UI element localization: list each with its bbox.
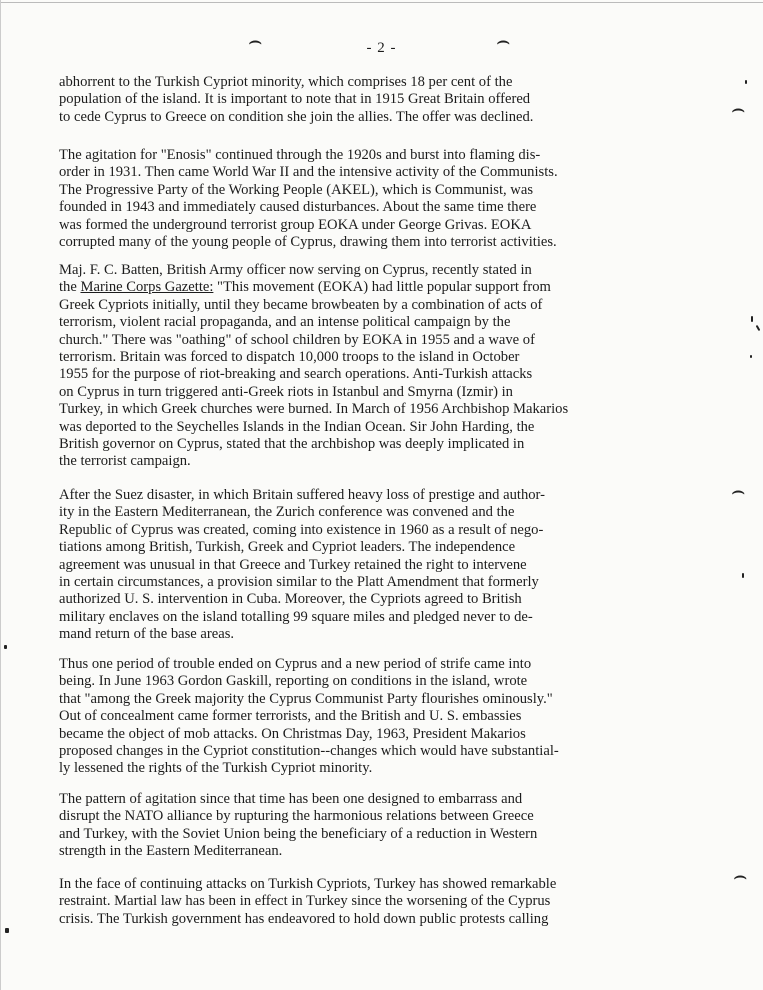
scan-speck — [742, 573, 744, 578]
scan-speck — [4, 645, 7, 649]
text-line: in certain circumstances, a provision similar to the Platt Amendment that formerly — [59, 573, 539, 590]
paragraph-4 — [59, 487, 719, 644]
scan-top-edge — [0, 2, 763, 3]
text-line: Maj. F. C. Batten, British Army officer now serving on Cyprus, recently stated in — [59, 262, 532, 278]
paragraph-5 — [59, 656, 719, 778]
text-line: 1955 for the purpose of riot-breaking and search operations. Anti-Turkish attacks — [59, 366, 533, 383]
paragraph-1 — [59, 74, 719, 126]
text-line: being. In June 1963 Gordon Gaskill, reporting on conditions in the island, wrote — [59, 673, 528, 690]
text-fragment: "This movement (EOKA) had little popular support from — [213, 279, 551, 296]
text-line: to cede Cyprus to Greece on condition she join the allies. The offer was declined. — [59, 108, 534, 125]
publication-title: Marine Corps Gazette: — [80, 279, 214, 296]
text-line: terrorism, violent racial propaganda, and an intense political campaign by the — [59, 314, 511, 331]
scan-speck — [751, 316, 753, 322]
text-line: agreement was unusual in that Greece and Turkey retained the right to intervene — [59, 556, 527, 573]
punch-mark-top-left: ⌢ — [248, 28, 263, 53]
text-line: founded in 1943 and immediately caused disturbances. About the same time there — [59, 199, 537, 216]
text-line: military enclaves on the island totalling 99 square miles and pledged never to de- — [59, 608, 533, 625]
text-line: restraint. Martial law has been in effect in Turkey since the worsening of the Cyprus — [59, 893, 551, 910]
text-line: Thus one period of trouble ended on Cyprus and a new period of strife came into — [59, 656, 532, 672]
text-line: tiations among British, Turkish, Greek and Cypriot leaders. The independence — [59, 539, 516, 556]
text-line: Out of concealment came former terrorists, and the British and U. S. embassies — [59, 708, 522, 725]
text-line: crisis. The Turkish government has endeavored to hold down public protests calling — [59, 910, 549, 927]
punch-mark-right-1: ⌢ — [731, 96, 746, 121]
text-line: was formed the underground terrorist group EOKA under George Grivas. EOKA — [59, 216, 532, 233]
paragraph-2 — [59, 147, 719, 251]
text-fragment: the — [59, 279, 81, 296]
text-line: strength in the Eastern Mediterranean. — [59, 843, 283, 860]
scan-speck — [745, 80, 747, 84]
text-line: abhorrent to the Turkish Cypriot minority, which comprises 18 per cent of the — [59, 74, 513, 90]
text-line: was deported to the Seychelles Islands in the Indian Ocean. Sir John Harding, the — [59, 418, 535, 435]
text-line: that "among the Greek majority the Cyprus Communist Party flourishes ominously." — [59, 690, 553, 707]
scan-speck — [750, 355, 752, 358]
text-line: Republic of Cyprus was created, coming into existence in 1960 as a result of nego- — [59, 521, 544, 538]
text-line: order in 1931. Then came World War II and the intensive activity of the Communists. — [59, 164, 558, 181]
text-line: Greek Cypriots initially, until they became browbeaten by a combination of acts of — [59, 296, 543, 313]
text-line: on Cyprus in turn triggered anti-Greek riots in Istanbul and Smyrna (Izmir) in — [59, 383, 513, 400]
text-line: and Turkey, with the Soviet Union being the beneficiary of a reduction in Western — [59, 825, 538, 842]
paragraph-7 — [59, 876, 719, 928]
text-line: The pattern of agitation since that time has been one designed to embarrass and — [59, 791, 523, 807]
text-line: disrupt the NATO alliance by rupturing the harmonious relations between Greece — [59, 808, 534, 825]
punch-mark-right-3: ⌢ — [733, 863, 748, 888]
text-line: corrupted many of the young people of Cyprus, drawing them into terrorist activities. — [59, 233, 557, 250]
text-line: mand return of the base areas. — [59, 626, 235, 643]
text-line: Turkey, in which Greek churches were burned. In March of 1956 Archbishop Makarios — [59, 401, 569, 418]
text-line: The Progressive Party of the Working People (AKEL), which is Communist, was — [59, 181, 534, 198]
page-number: - 2 - — [366, 40, 397, 56]
punch-mark-right-2: ⌢ — [731, 478, 746, 503]
text-line: proposed changes in the Cypriot constitution--changes which would have substantial- — [59, 742, 559, 759]
text-line: became the object of mob attacks. On Christmas Day, 1963, President Makarios — [59, 725, 526, 742]
text-line: population of the island. It is important to note that in 1915 Great Britain offered — [59, 91, 531, 108]
scan-speck — [756, 325, 761, 331]
text-line: ly lessened the rights of the Turkish Cypriot minority. — [59, 760, 373, 777]
text-line: authorized U. S. intervention in Cuba. Moreover, the Cypriots agreed to British — [59, 591, 522, 608]
text-line: British governor on Cyprus, stated that the archbishop was deeply implicated in — [59, 435, 525, 452]
paragraph-6 — [59, 791, 719, 861]
text-line-with-citation — [59, 279, 719, 296]
punch-mark-top-right: ⌢ — [496, 28, 511, 53]
scan-speck — [5, 928, 9, 933]
scan-left-edge — [0, 0, 1, 990]
text-line: terrorism. Britain was forced to dispatch 10,000 troops to the island in October — [59, 348, 520, 365]
text-line: church." There was "oathing" of school children by EOKA in 1955 and a wave of — [59, 331, 535, 348]
text-line: The agitation for "Enosis" continued through the 1920s and burst into flaming dis- — [59, 147, 541, 163]
text-line: In the face of continuing attacks on Turkish Cypriots, Turkey has showed remarkable — [59, 876, 557, 892]
paragraph-3 — [59, 262, 719, 471]
text-line: ity in the Eastern Mediterranean, the Zurich conference was convened and the — [59, 504, 515, 521]
text-line: After the Suez disaster, in which Britain suffered heavy loss of prestige and author- — [59, 487, 545, 503]
text-line: the terrorist campaign. — [59, 453, 191, 470]
